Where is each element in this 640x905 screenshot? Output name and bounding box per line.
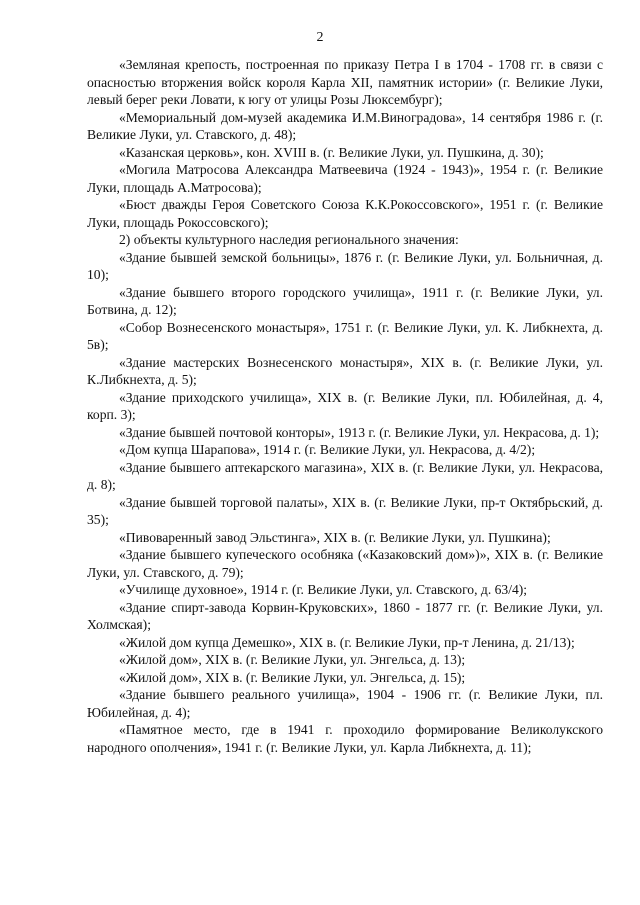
paragraph: «Собор Вознесенского монастыря», 1751 г. (г. Великие Луки, ул. К. Либкнехта, д. 5в); bbox=[87, 319, 603, 352]
paragraph: «Могила Матросова Александра Матвеевича (1924 - 1943)», 1954 г. (г. Великие Луки, площадь А.Матросова); bbox=[87, 162, 603, 195]
paragraph: «Здание бывшей почтовой конторы», 1913 г. (г. Великие Луки, ул. Некрасова, д. 1); bbox=[119, 424, 600, 440]
paragraph: «Училище духовное», 1914 г. (г. Великие Луки, ул. Ставского, д. 63/4); bbox=[119, 582, 528, 597]
paragraph: «Жилой дом», XIX в. (г. Великие Луки, ул. Энгельса, д. 15); bbox=[119, 669, 466, 685]
paragraph: «Здание бывшего купеческого особняка («Казаковский дом»)», XIX в. (г. Великие Луки, ул. Ставского, д. 79); bbox=[87, 547, 603, 580]
paragraph: «Земляная крепость, построенная по приказу Петра I в 1704 - 1708 гг. в связи с опасностью вторжения войск короля Карла XII, памятник истории» (г. Великие Луки, левый берег реки Ловати, к югу от улицы Розы Люксембург); bbox=[87, 57, 603, 107]
paragraph: «Памятное место, где в 1941 г. проходило формирование Великолукского народного ополчения», 1941 г. (г. Великие Луки, ул. Карла Либкнехта, д. 11); bbox=[87, 722, 603, 755]
paragraph: «Здание бывшего аптекарского магазина», XIX в. (г. Великие Луки, ул. Некрасова, д. 8); bbox=[87, 459, 603, 492]
page-number: 2 bbox=[316, 30, 324, 45]
paragraph: «Здание спирт-завода Корвин-Круковских», 1860 - 1877 гг. (г. Великие Луки, ул. Холмская); bbox=[87, 599, 603, 632]
paragraph: «Здание бывшего второго городского училища», 1911 г. (г. Великие Луки, ул. Ботвина, д. 12); bbox=[87, 284, 603, 317]
paragraph: «Бюст дважды Героя Советского Союза К.К.Рокоссовского», 1951 г. (г. Великие Луки, площадь Рокоссовского); bbox=[87, 197, 603, 230]
paragraph: «Жилой дом», XIX в. (г. Великие Луки, ул. Энгельса, д. 13); bbox=[119, 652, 466, 667]
document-body bbox=[87, 56, 603, 756]
section-heading: 2) объекты культурного наследия регионального значения: bbox=[119, 232, 459, 247]
paragraph: «Дом купца Шарапова», 1914 г. (г. Великие Луки, ул. Некрасова, д. 4/2); bbox=[119, 442, 536, 457]
paragraph: «Здание бывшего реального училища», 1904 - 1906 гг. (г. Великие Луки, пл. Юбилейная, д. 4); bbox=[87, 687, 603, 720]
paragraph: «Казанская церковь», кон. XVIII в. (г. Великие Луки, ул. Пушкина, д. 30); bbox=[119, 144, 544, 160]
paragraph: «Здание мастерских Вознесенского монастыря», XIX в. (г. Великие Луки, ул. К.Либкнехта, д. 5); bbox=[87, 354, 603, 387]
paragraph: «Здание приходского училища», XIX в. (г. Великие Луки, пл. Юбилейная, д. 4, корп. 3); bbox=[87, 389, 603, 422]
paragraph: «Мемориальный дом-музей академика И.М.Виноградова», 14 сентября 1986 г. (г. Великие Луки, ул. Ставского, д. 48); bbox=[87, 109, 603, 142]
paragraph: «Пивоваренный завод Эльстинга», XIX в. (г. Великие Луки, ул. Пушкина); bbox=[119, 529, 551, 545]
paragraph: «Жилой дом купца Демешко», XIX в. (г. Великие Луки, пр-т Ленина, д. 21/13); bbox=[119, 634, 575, 650]
paragraph: «Здание бывшей торговой палаты», XIX в. (г. Великие Луки, пр-т Октябрьский, д. 35); bbox=[87, 494, 603, 527]
paragraph: «Здание бывшей земской больницы», 1876 г. (г. Великие Луки, ул. Больничная, д. 10); bbox=[87, 249, 603, 282]
